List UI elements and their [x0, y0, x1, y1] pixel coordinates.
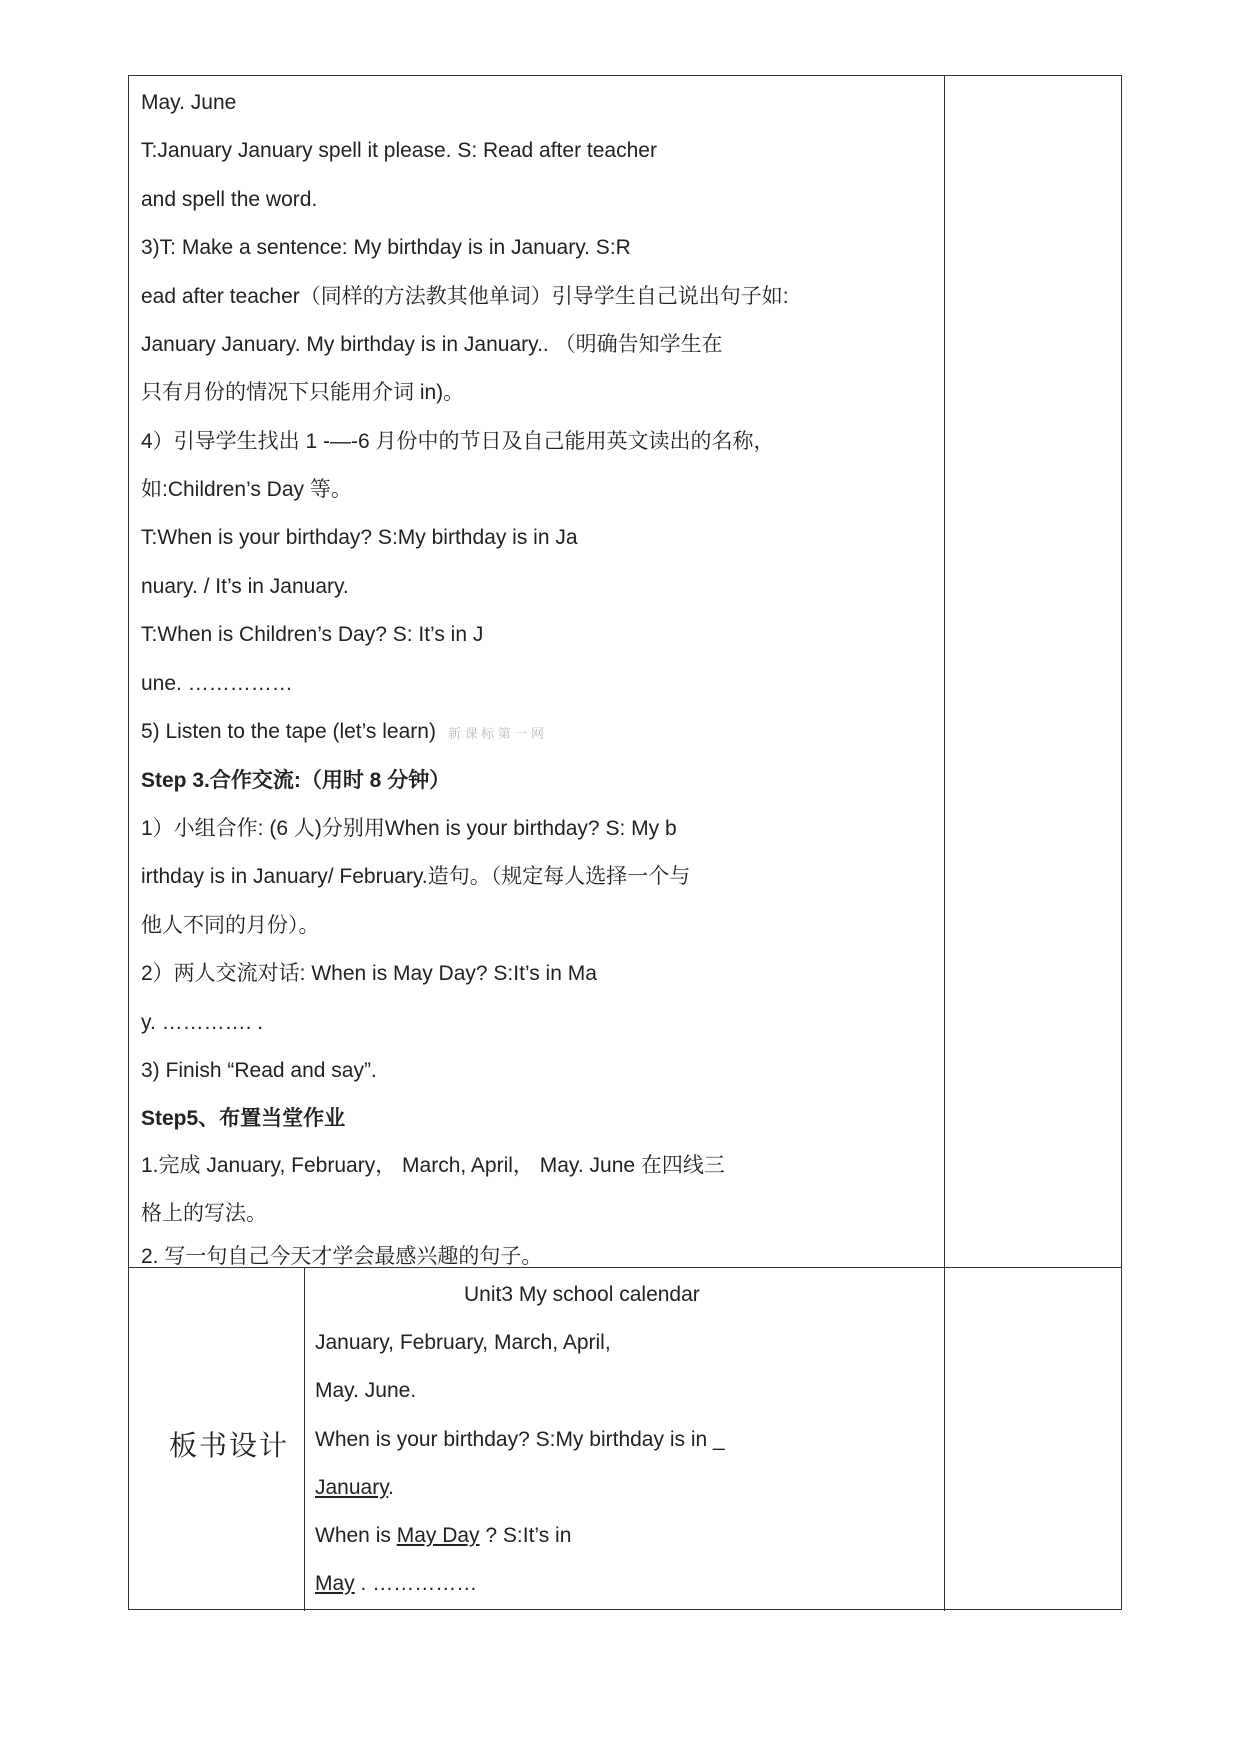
- column-divider-right: [944, 76, 945, 1611]
- board-title: Unit3 My school calendar: [464, 1283, 700, 1306]
- text-segment: ? S:It’s in: [479, 1524, 572, 1547]
- text-line: une. ……………: [141, 672, 293, 695]
- text-line: T:When is your birthday? S:My birthday is in Ja: [141, 526, 578, 549]
- board-line: May. June.: [315, 1379, 417, 1402]
- text-line: 3)T: Make a sentence: My birthday is in January. S:R: [141, 236, 631, 259]
- text-line: irthday is in January/ February.造句。（规定每人选择一个与: [141, 865, 691, 888]
- text-segment: 5) Listen to the tape (let’s learn): [141, 720, 436, 743]
- board-line: [315, 1571, 477, 1597]
- text-line: January January. My birthday is in January.. （明确告知学生在: [141, 333, 723, 356]
- column-divider-label: [304, 1267, 305, 1611]
- text-line: 1）小组合作: (6 人)分别用When is your birthday? S: My b: [141, 817, 677, 840]
- text-line: 4）引导学生找出 1 -—-6 月份中的节日及自己能用英文读出的名称，: [141, 430, 775, 453]
- text-line: ead after teacher（同样的方法教其他单词）引导学生自己说出句子如:: [141, 285, 789, 308]
- underlined-answer: January: [315, 1476, 389, 1499]
- text-segment: .: [388, 1476, 394, 1499]
- lesson-plan-table: [128, 75, 1122, 1610]
- text-line: T:When is Children’s Day? S: It’s in J: [141, 623, 484, 646]
- underlined-answer: May: [315, 1572, 355, 1595]
- board-line: January, February, March, April,: [315, 1331, 611, 1354]
- section-heading: Step 3.合作交流:（用时 8 分钟）: [141, 769, 451, 792]
- text-line: May. June: [141, 91, 237, 114]
- text-line: [141, 719, 544, 747]
- text-segment: When is: [315, 1524, 397, 1547]
- underlined-answer: May Day: [396, 1524, 480, 1547]
- text-line: 他人不同的月份）。: [141, 914, 320, 937]
- board-line: When is your birthday? S:My birthday is in _: [315, 1428, 725, 1451]
- text-line: 1.完成 January, February， March, April， May. June 在四线三: [141, 1154, 725, 1177]
- text-line: 如:Children’s Day 等。: [141, 478, 352, 501]
- text-line: y. …………. .: [141, 1011, 264, 1034]
- text-line: nuary. / It’s in January.: [141, 575, 349, 598]
- text-line: T:January January spell it please. S: Read after teacher: [141, 139, 657, 162]
- board-design-label: 板书设计: [169, 1429, 290, 1462]
- section-heading: Step5、布置当堂作业: [141, 1107, 346, 1130]
- text-line: 2）两人交流对话: When is May Day? S:It’s in Ma: [141, 962, 597, 985]
- watermark: 新 课 标 第 一 网: [447, 726, 545, 741]
- text-segment: . ……………: [354, 1572, 478, 1595]
- text-line: 3) Finish “Read and say”.: [141, 1059, 377, 1082]
- board-line: [315, 1475, 394, 1501]
- text-line: and spell the word.: [141, 188, 318, 211]
- text-line: 只有月份的情况下只能用介词 in)。: [141, 381, 465, 404]
- text-line: 2. 写一句自己今天才学会最感兴趣的句子。: [141, 1245, 543, 1268]
- board-line: [315, 1523, 571, 1549]
- text-line: 格上的写法。: [141, 1202, 267, 1225]
